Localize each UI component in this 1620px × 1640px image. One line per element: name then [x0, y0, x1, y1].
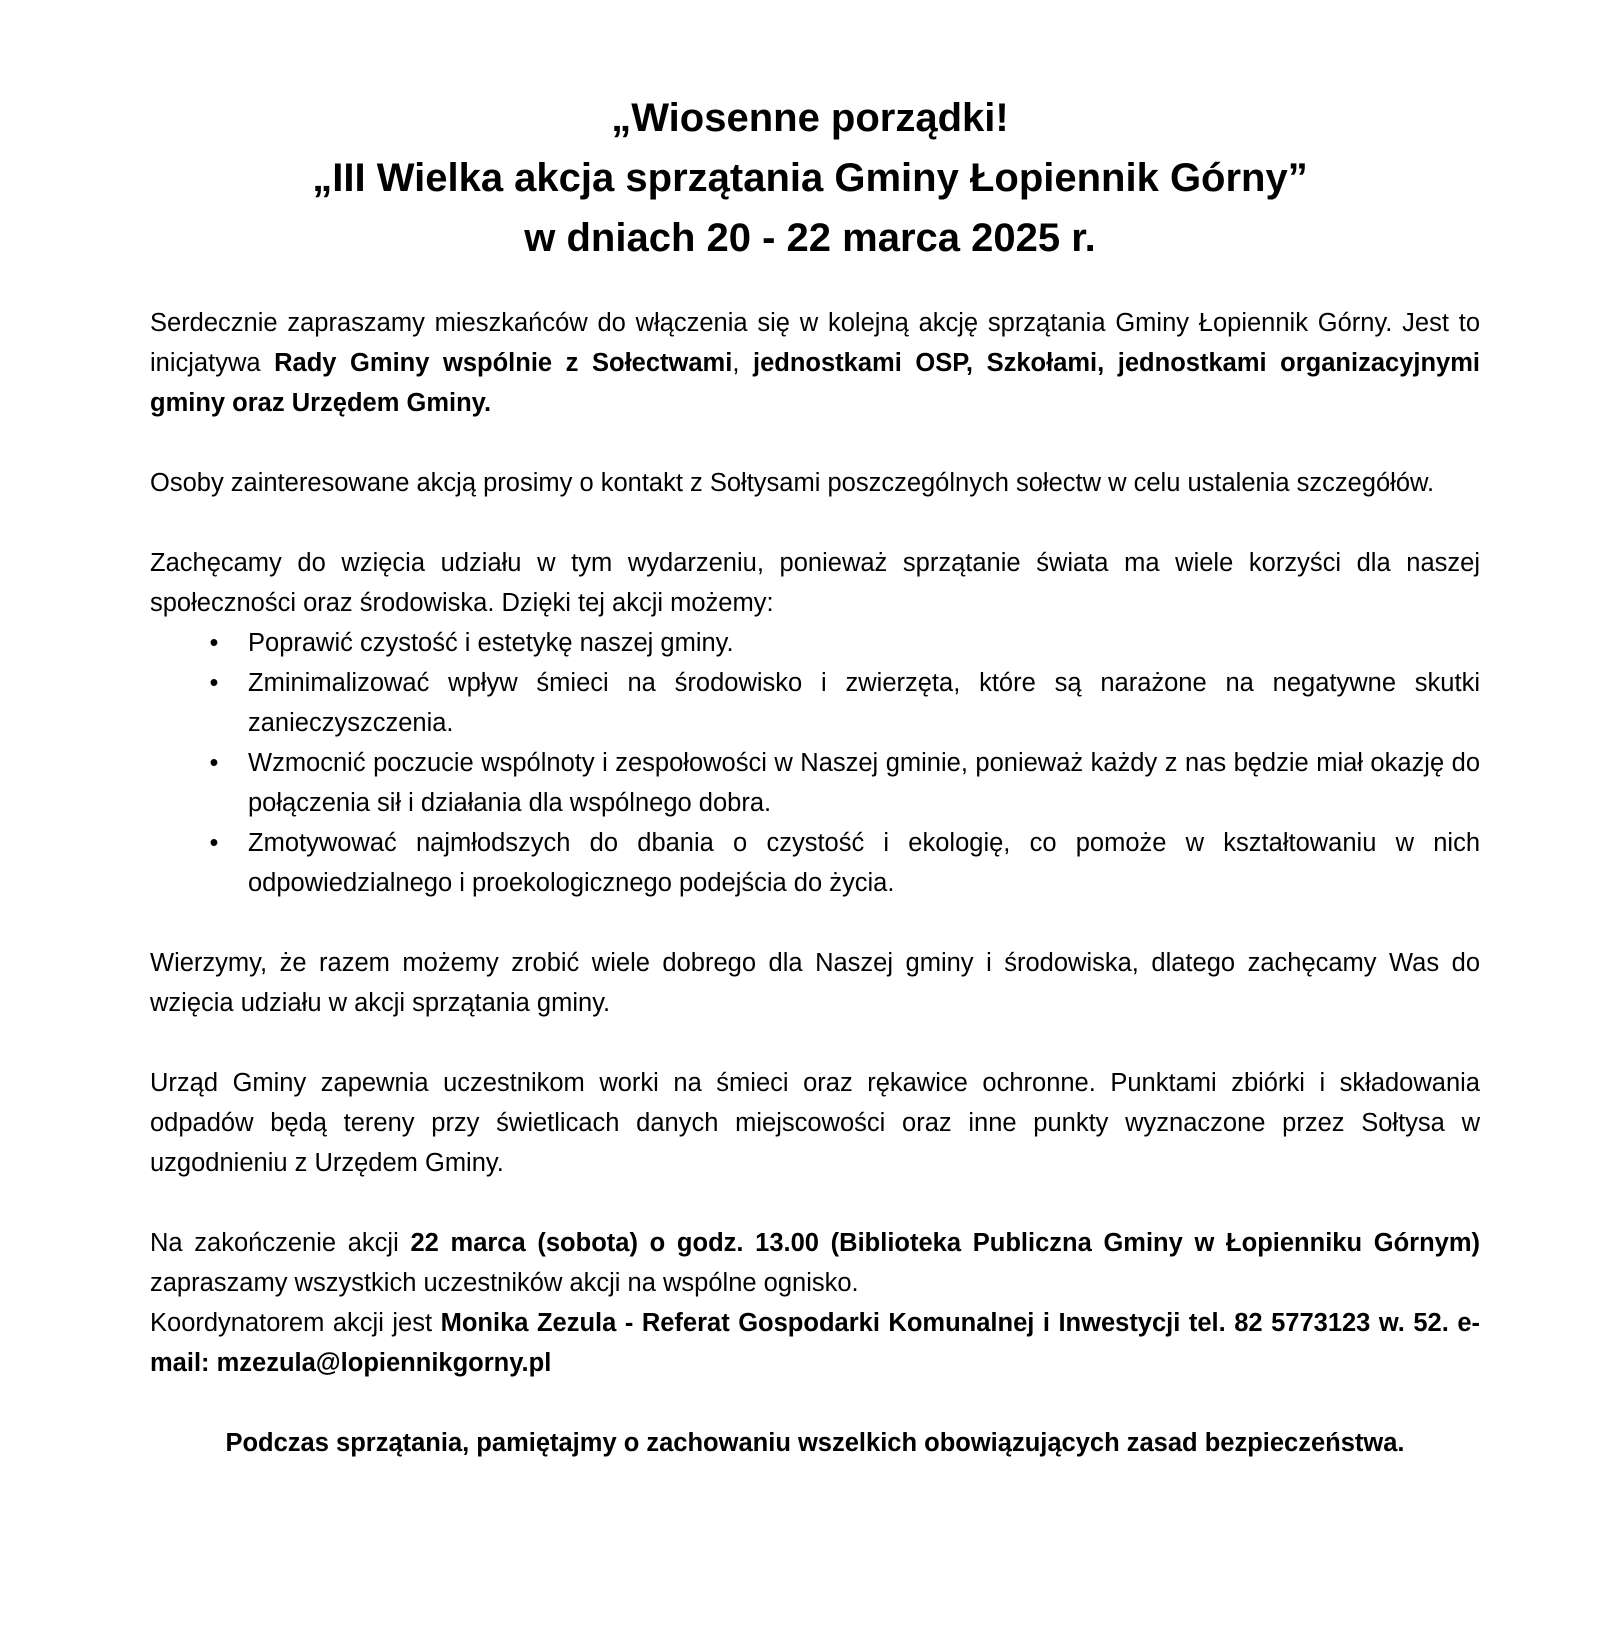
bullet-icon: • [209, 669, 219, 697]
bullet-icon: • [209, 829, 219, 857]
closing-event-details: 22 marca (sobota) o godz. 13.00 (Biblioteka Publiczna Gminy w Łopienniku Górnym) [410, 1229, 1480, 1257]
intro-paragraph [150, 303, 1480, 423]
coordinator-contact: Monika Zezula - Referat Gospodarki Komunalnej i Inwestycji tel. 82 5773123 w. 52. e-mail: mzezula@lopiennikgorny.pl [150, 1309, 1481, 1377]
list-item [150, 743, 1480, 823]
closing-text-2: zapraszamy wszystkich uczestników akcji na wspólne ognisko. [150, 1269, 859, 1297]
document-body [150, 303, 1480, 1463]
closing-text-1: Na zakończenie akcji [150, 1229, 411, 1257]
encourage-paragraph: Zachęcamy do wzięcia udziału w tym wydarzeniu, ponieważ sprzątanie świata ma wiele korzyści dla naszej społeczności oraz środowiska. Dzięki tej akcji możemy: [150, 549, 1480, 617]
contact-paragraph: Osoby zainteresowane akcją prosimy o kontakt z Sołtysami poszczególnych sołectw w celu ustalenia szczegółów. [150, 469, 1435, 497]
list-item-text: Wzmocnić poczucie wspólnoty i zespołowości w Naszej gminie, ponieważ każdy z nas będzie miał okazję do połączenia sił i działania dla wspólnego dobra. [248, 749, 1480, 817]
bullet-icon: • [209, 749, 219, 777]
bullet-icon: • [209, 629, 219, 657]
intro-bold-2: jednostkami OSP, Szkołami, jednostkami organizacyjnymi gminy oraz Urzędem Gminy. [150, 349, 1480, 417]
list-item-text: Zminimalizować wpływ śmieci na środowisko i zwierzęta, które są narażone na negatywne skutki zanieczyszczenia. [248, 669, 1480, 737]
list-item [150, 623, 1480, 663]
list-item [150, 663, 1480, 743]
title-line-3: w dniach 20 - 22 marca 2025 r. [524, 216, 1096, 260]
safety-note: Podczas sprzątania, pamiętajmy o zachowaniu wszelkich obowiązujących zasad bezpieczeństwa. [225, 1429, 1405, 1457]
coordinator-paragraph [150, 1303, 1480, 1383]
closing-paragraph [150, 1223, 1480, 1303]
title-line-1: „Wiosenne porządki! [611, 96, 1009, 140]
intro-text-2: , [732, 349, 753, 377]
list-item-text: Zmotywować najmłodszych do dbania o czystość i ekologię, co pomoże w kształtowaniu w nich odpowiedzialnego i proekologicznego podejścia do życia. [248, 829, 1480, 897]
belief-paragraph: Wierzymy, że razem możemy zrobić wiele dobrego dla Naszej gminy i środowiska, dlatego zachęcamy Was do wzięcia udziału w akcji sprzątania gminy. [150, 949, 1480, 1017]
document-title [0, 88, 1620, 268]
intro-text-1: Serdecznie zapraszamy mieszkańców do włączenia się w kolejną akcję sprzątania Gminy Łopiennik Górny. Jest to inicjatywa [150, 309, 1480, 377]
title-line-2: „III Wielka akcja sprzątania Gminy Łopiennik Górny” [312, 156, 1308, 200]
benefits-list [150, 623, 1480, 903]
coordinator-text-1: Koordynatorem akcji jest [150, 1309, 441, 1337]
intro-bold-1: Rady Gminy wspólnie z Sołectwami [274, 349, 733, 377]
list-item [150, 823, 1480, 903]
supplies-paragraph: Urząd Gminy zapewnia uczestnikom worki na śmieci oraz rękawice ochronne. Punktami zbiórki i składowania odpadów będą tereny przy świetlicach danych miejscowości oraz inne punkty wyznaczone przez Sołtysa w uzgodnieniu z Urzędem Gminy. [150, 1069, 1480, 1177]
list-item-text: Poprawić czystość i estetykę naszej gminy. [248, 629, 734, 657]
